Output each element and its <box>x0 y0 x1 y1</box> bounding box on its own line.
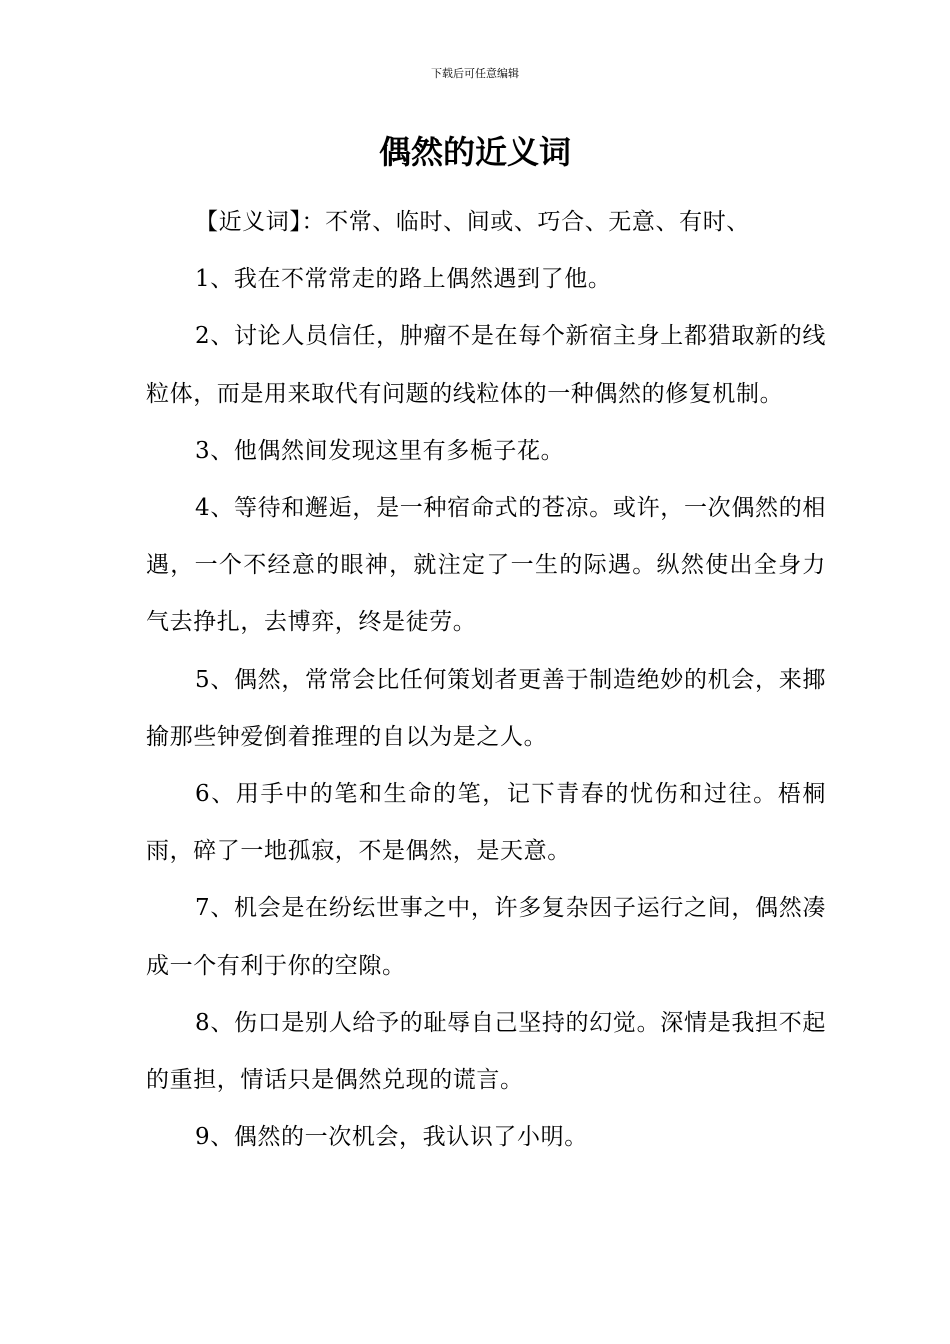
example-sentence-9: 9、偶然的一次机会，我认识了小明。 <box>195 1124 588 1151</box>
example-sentence-6: 6、用手中的笔和生命的笔，记下青春的忧伤和过往。梧桐雨，碎了一地孤寂，不是偶然，是天意。 <box>146 781 826 865</box>
example-sentence-3: 3、他偶然间发现这里有多栀子花。 <box>195 437 565 464</box>
example-sentence-1: 1、我在不常常走的路上偶然遇到了他。 <box>195 266 612 293</box>
example-sentence-7: 7、机会是在纷纭世事之中，许多复杂因子运行之间，偶然凑成一个有利于你的空隙。 <box>146 895 826 979</box>
document-body <box>146 194 826 1166</box>
example-sentence-4: 4、等待和邂逅，是一种宿命式的苍凉。或许，一次偶然的相遇，一个不经意的眼神，就注定了一生的际遇。纵然使出全身力气去挣扎，去博弈，终是徒劳。 <box>146 495 826 636</box>
synonym-line: 【近义词】：不常、临时、间或、巧合、无意、有时、 <box>195 209 750 235</box>
example-sentence-5: 5、偶然，常常会比任何策划者更善于制造绝妙的机会，来揶揄那些钟爱倒着推理的自以为是之人。 <box>146 666 826 750</box>
example-sentence-8: 8、伤口是别人给予的耻辱自己坚持的幻觉。深情是我担不起的重担，情话只是偶然兑现的谎言。 <box>146 1009 826 1094</box>
example-sentence-2: 2、讨论人员信任，肿瘤不是在每个新宿主身上都猎取新的线粒体，而是用来取代有问题的线粒体的一种偶然的修复机制。 <box>146 323 826 407</box>
page-title: 偶然的近义词 <box>378 133 571 171</box>
header-note: 下载后可任意编辑 <box>431 67 519 80</box>
